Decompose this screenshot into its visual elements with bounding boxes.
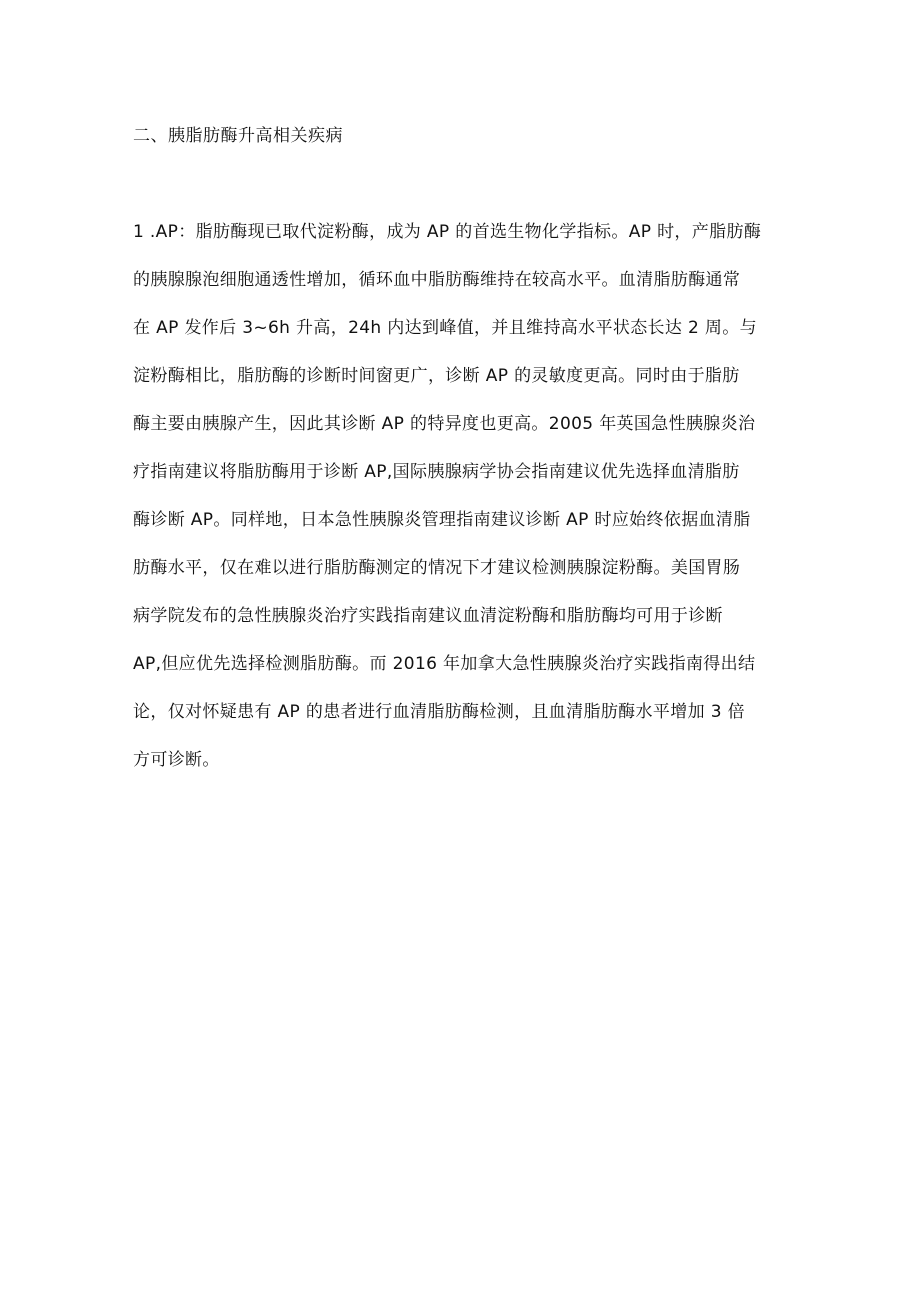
paragraph-line: AP,但应优先选择检测脂肪酶。而 2016 年加拿大急性胰腺炎治疗实践指南得出结 bbox=[133, 654, 756, 674]
paragraph-line: 1 .AP：脂肪酶现已取代淀粉酶，成为 AP 的首选生物化学指标。AP 时，产脂肪酶 bbox=[133, 222, 762, 242]
paragraph-line: 肪酶水平，仅在难以进行脂肪酶测定的情况下才建议检测胰腺淀粉酶。美国胃肠 bbox=[133, 558, 741, 578]
paragraph-line: 病学院发布的急性胰腺炎治疗实践指南建议血清淀粉酶和脂肪酶均可用于诊断 bbox=[133, 606, 723, 626]
paragraph-line: 淀粉酶相比，脂肪酶的诊断时间窗更广，诊断 AP 的灵敏度更高。同时由于脂肪 bbox=[133, 366, 740, 386]
body-paragraph bbox=[133, 215, 793, 791]
paragraph-line: 方可诊断。 bbox=[133, 750, 220, 770]
paragraph-line: 酶主要由胰腺产生，因此其诊断 AP 的特异度也更高。2005 年英国急性胰腺炎治 bbox=[133, 414, 756, 434]
paragraph-line: 的胰腺腺泡细胞通透性增加，循环血中脂肪酶维持在较高水平。血清脂肪酶通常 bbox=[133, 270, 741, 290]
paragraph-line: 酶诊断 AP。同样地，日本急性胰腺炎管理指南建议诊断 AP 时应始终依据血清脂 bbox=[133, 510, 751, 530]
paragraph-line: 疗指南建议将脂肪酶用于诊断 AP,国际胰腺病学协会指南建议优先选择血清脂肪 bbox=[133, 462, 740, 482]
paragraph-line: 论，仅对怀疑患有 AP 的患者进行血清脂肪酶检测，且血清脂肪酶水平增加 3 倍 bbox=[133, 702, 745, 722]
section-heading: 二、胰脂肪酶升高相关疾病 bbox=[133, 126, 343, 146]
paragraph-line: 在 AP 发作后 3~6h 升高，24h 内达到峰值，并且维持高水平状态长达 2 周。与 bbox=[133, 318, 757, 338]
